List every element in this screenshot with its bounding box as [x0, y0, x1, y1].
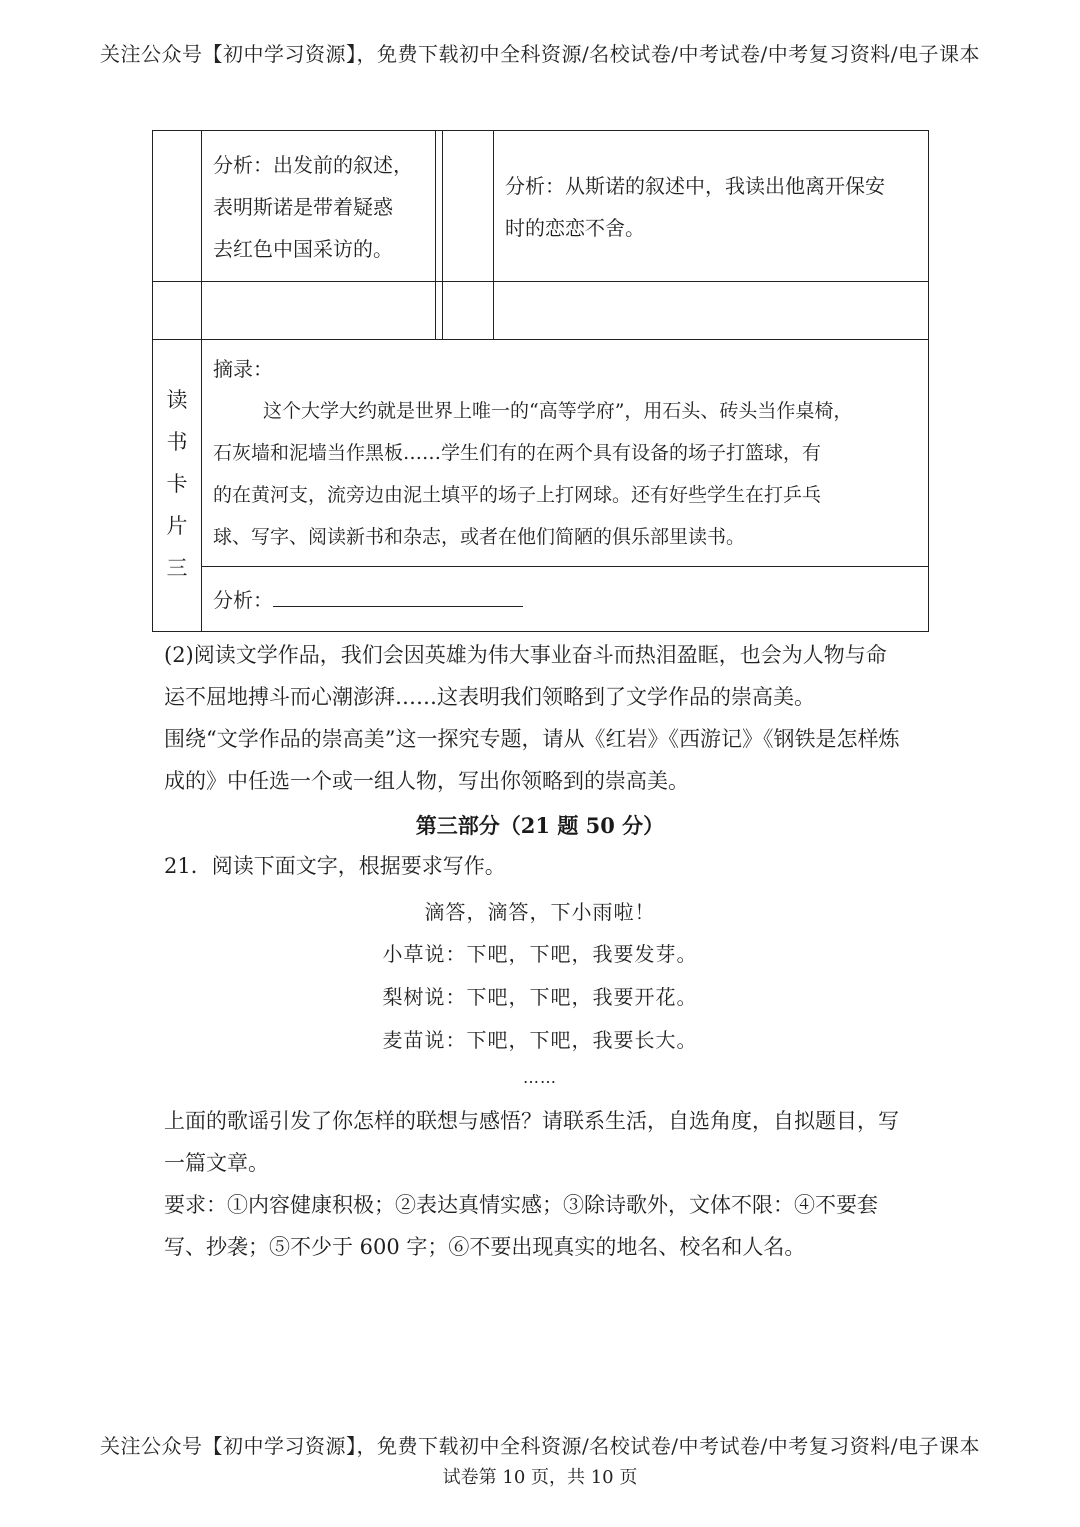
row-divider [153, 339, 928, 340]
excerpt-line: 球、写字、阅读新书和杂志，或者在他们简陋的俱乐部里读书。 [213, 526, 746, 548]
poem-line: 小草说：下吧，下吧，我要发芽。 [382, 942, 698, 966]
excerpt-text [213, 390, 923, 558]
excerpt-line: 的在黄河支，流旁边由泥土填平的场子上打网球。还有好些学生在打乒乓 [213, 484, 822, 506]
label-char: 三 [166, 556, 188, 580]
col-divider [201, 131, 202, 631]
analysis-card3 [213, 579, 523, 621]
poem-line: 滴答，滴答，下小雨啦！ [424, 900, 656, 924]
analysis-card1 [213, 144, 413, 270]
col-divider [493, 131, 494, 339]
text-line: 表明斯诺是带着疑惑 [213, 195, 393, 219]
excerpt-line: 石灰墙和泥墙当作黑板……学生们有的在两个具有设备的场子打篮球，有 [213, 442, 822, 464]
writing-prompt [164, 1100, 924, 1268]
answer-blank[interactable] [273, 588, 523, 607]
label-char: 读 [166, 388, 188, 412]
text-line: 分析：出发前的叙述， [213, 153, 413, 177]
question-2 [164, 634, 924, 802]
text-line: 去红色中国采访的。 [213, 237, 393, 261]
text-line: 运不屈地搏斗而心潮澎湃……这表明我们领略到了文学作品的崇高美。 [164, 685, 815, 709]
poem-ellipsis: …… [523, 1068, 557, 1087]
row-divider [201, 566, 928, 567]
label-char: 卡 [166, 472, 188, 496]
banner-bottom: 关注公众号【初中学习资源】，免费下载初中全科资源/名校试卷/中考试卷/中考复习资料/电子课本 [100, 1434, 980, 1458]
text-line: (2)阅读文学作品，我们会因英雄为伟大事业奋斗而热泪盈眶，也会为人物与命 [164, 643, 887, 667]
col-divider [435, 131, 436, 339]
part3-heading: 第三部分（21 题 50 分） [415, 813, 665, 838]
text-line: 上面的歌谣引发了你怎样的联想与感悟？请联系生活，自选角度，自拟题目，写 [164, 1109, 899, 1133]
excerpt-label: 摘录： [213, 357, 273, 381]
text-line: 写、抄袭；⑤不少于 600 字；⑥不要出现真实的地名、校名和人名。 [164, 1235, 806, 1259]
label-char: 书 [166, 430, 188, 454]
row-divider [153, 281, 928, 282]
question-21-intro: 21．阅读下面文字，根据要求写作。 [164, 854, 506, 878]
poem-line: 梨树说：下吧，下吧，我要开花。 [382, 985, 698, 1009]
text-line: 围绕“文学作品的崇高美”这一探究专题，请从《红岩》《西游记》《钢铁是怎样炼 [164, 727, 900, 751]
text-line: 一篇文章。 [164, 1151, 269, 1175]
analysis-card2 [505, 165, 885, 249]
card3-label [155, 379, 199, 589]
text-line: 分析：从斯诺的叙述中，我读出他离开保安 [505, 174, 885, 198]
text-line: 时的恋恋不舍。 [505, 216, 645, 240]
label-char: 片 [166, 514, 188, 538]
col-divider [442, 131, 443, 339]
text-line: 成的》中任选一个或一组人物，写出你领略到的崇高美。 [164, 769, 689, 793]
banner-top: 关注公众号【初中学习资源】，免费下载初中全科资源/名校试卷/中考试卷/中考复习资料/电子课本 [100, 42, 980, 66]
analysis-label: 分析： [213, 588, 273, 612]
text-line: 要求：①内容健康积极；②表达真情实感；③除诗歌外，文体不限：④不要套 [164, 1193, 878, 1217]
excerpt-line: 这个大学大约就是世界上唯一的“高等学府”，用石头、砖头当作桌椅， [263, 400, 853, 422]
poem-line: 麦苗说：下吧，下吧，我要长大。 [382, 1028, 698, 1052]
page-footer: 试卷第 10 页，共 10 页 [442, 1467, 638, 1488]
reading-card-table [152, 130, 929, 632]
